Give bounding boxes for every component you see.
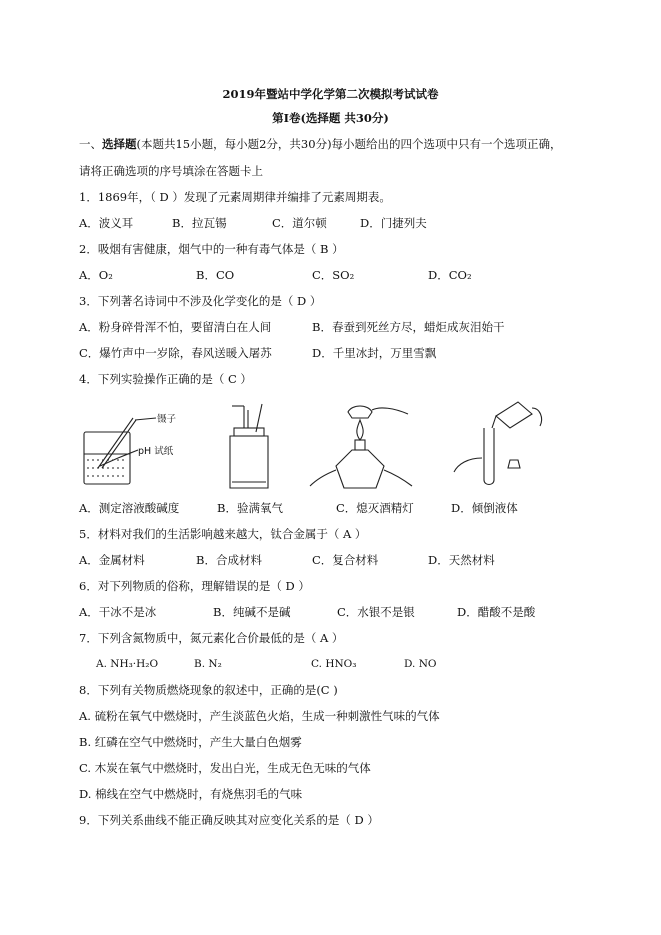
question-7-option-a: A. NH₃·H₂O <box>96 658 159 670</box>
flame-shape <box>357 420 363 440</box>
exam-title: 2019年暨站中学化学第二次模拟考试试卷 <box>222 87 439 101</box>
pour-lip <box>492 416 496 428</box>
question-4-option-a: A．测定溶液酸碱度 <box>79 501 180 515</box>
question-7-option-c: C. HNO₃ <box>311 658 357 670</box>
question-4-option-c: C．熄灭酒精灯 <box>336 501 414 515</box>
question-5-option-b: B．合成材料 <box>196 553 262 567</box>
part-title: 第Ⅰ卷(选择题 共30分) <box>272 111 389 125</box>
question-6-option-b: B．纯碱不是碱 <box>213 605 291 619</box>
section-intro-line2: 请将正确选项的序号填涂在答题卡上 <box>79 164 263 178</box>
question-2-option-d: D．CO₂ <box>428 268 472 282</box>
stopper-shape <box>508 460 520 468</box>
question-8-option-b: B. 红磷在空气中燃烧时，产生大量白色烟雾 <box>79 735 302 749</box>
question-8-option-a: A. 硫粉在氧气中燃烧时，产生淡蓝色火焰，生成一种刺激性气味的气体 <box>79 709 440 723</box>
question-1-stem: 1．1869年，（ D ）发现了元素周期律并编排了元素周期表。 <box>79 190 391 204</box>
question-2-option-a: A．O₂ <box>79 268 113 282</box>
question-5-stem: 5．材料对我们的生活影响越来越大，钛合金属于（ A ） <box>79 527 367 541</box>
tweezers-arm <box>102 420 136 468</box>
question-3-option-d: D．千里冰封，万里雪飘 <box>312 346 437 360</box>
question-5-option-a: A．金属材料 <box>79 553 145 567</box>
question-6-stem: 6．对下列物质的俗称，理解错误的是（ D ） <box>79 579 310 593</box>
question-4-option-d: D．倾倒液体 <box>451 501 518 515</box>
question-6-option-a: A．干冰不是冰 <box>79 605 157 619</box>
question-7-option-b: B. N₂ <box>194 658 222 670</box>
question-4-option-b: B．验满氧气 <box>217 501 283 515</box>
section-lead: 一、 <box>79 137 102 151</box>
section-intro-line1 <box>79 136 562 152</box>
question-1-option-d: D．门捷列夫 <box>360 216 427 230</box>
figure-d-pouring-liquid <box>448 398 548 494</box>
question-3-option-a: A．粉身碎骨浑不怕，要留清白在人间 <box>79 320 272 334</box>
section-intro-text: (本题共15小题，每小题2分，共30分)每小题给出的四个选项中只有一个选项正确， <box>136 137 562 151</box>
gas-jar-shape <box>230 436 268 488</box>
label-leader <box>135 418 156 420</box>
test-tube-shape <box>484 428 494 485</box>
question-1-option-a: A．波义耳 <box>79 216 134 230</box>
figure-a-label-ph-paper: pH 试纸 <box>138 446 174 457</box>
figure-a-label-tweezers: 镊子 <box>157 414 177 425</box>
question-3-option-b: B．春蚕到死丝方尽，蜡炬成灰泪始干 <box>312 320 505 334</box>
lamp-neck <box>355 440 365 450</box>
question-7-stem: 7．下列含氮物质中，氮元素化合价最低的是（ A ） <box>79 631 344 645</box>
hand-shape <box>372 408 408 414</box>
question-4-stem: 4．下列实验操作正确的是（ C ） <box>79 372 252 386</box>
question-6-option-d: D．醋酸不是酸 <box>457 605 536 619</box>
question-9-stem: 9．下列关系曲线不能正确反映其对应变化关系的是（ D ） <box>79 813 379 827</box>
question-6-option-c: C．水银不是银 <box>337 605 415 619</box>
question-2-stem: 2．吸烟有害健康，烟气中的一种有毒气体是（ B ） <box>79 242 344 256</box>
question-5-option-c: C．复合材料 <box>312 553 379 567</box>
reagent-bottle-shape <box>496 402 532 428</box>
lamp-cap <box>348 406 372 418</box>
hand-right-shape <box>384 470 412 486</box>
figure-c-alcohol-lamp <box>308 400 418 494</box>
question-8-option-c: C. 木炭在氧气中燃烧时，发出白光，生成无色无味的气体 <box>79 761 371 775</box>
question-1-option-b: B．拉瓦锡 <box>172 216 227 230</box>
question-7-option-d: D. NO <box>404 658 437 670</box>
question-8-option-d: D. 棉线在空气中燃烧时，有烧焦羽毛的气味 <box>79 787 303 801</box>
question-8-stem: 8．下列有关物质燃烧现象的叙述中，正确的是(C ) <box>79 683 338 697</box>
question-2-option-b: B．CO <box>196 268 235 282</box>
question-5-option-d: D．天然材料 <box>428 553 495 567</box>
hand-shape <box>532 408 542 426</box>
question-3-stem: 3．下列著名诗词中不涉及化学变化的是（ D ） <box>79 294 322 308</box>
jar-mouth-shape <box>234 428 264 436</box>
question-2-option-c: C．SO₂ <box>312 268 355 282</box>
hand-left-shape <box>454 458 482 472</box>
tweezers-arm <box>98 418 133 468</box>
question-1-option-c: C．道尔顿 <box>272 216 327 230</box>
figure-b-oxygen-test <box>218 402 278 494</box>
section-heading: 选择题 <box>102 137 137 151</box>
lamp-body <box>336 450 384 488</box>
hand-left-shape <box>310 470 336 486</box>
question-3-option-c: C．爆竹声中一岁除，春风送暖入屠苏 <box>79 346 272 360</box>
